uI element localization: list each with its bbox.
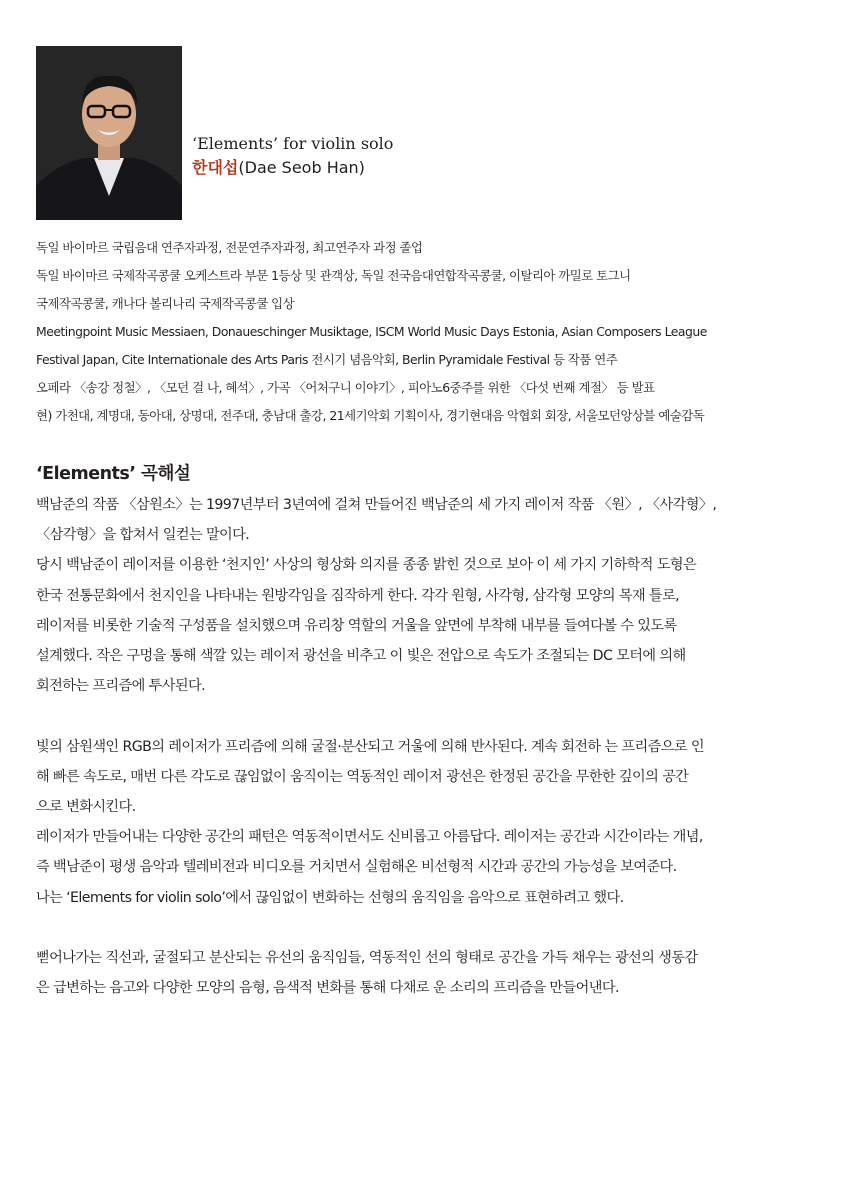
paragraph-2 bbox=[36, 732, 826, 913]
bio-line: 국제작곡콩쿨, 캐나다 볼리나리 국제작곡콩쿨 입상 bbox=[36, 296, 295, 311]
essay-line: 뻗어나가는 직선과, 굴절되고 분산되는 유선의 움직임들, 역동적인 선의 형태로 공간을 가득 채우는 광선의 생동감 bbox=[36, 950, 698, 967]
paragraph-1 bbox=[36, 490, 826, 701]
work-header bbox=[192, 132, 393, 180]
essay-line: 즉 백남준이 평생 음악과 텔레비전과 비디오를 거치면서 실험해온 비선형적 시간과 공간의 가능성을 보여준다. bbox=[36, 859, 677, 876]
essay-line: 으로 변화시킨다. bbox=[36, 799, 136, 816]
paragraph-spacer bbox=[36, 913, 826, 943]
portrait-illustration bbox=[36, 46, 182, 220]
composer-name-korean: 한대섭 bbox=[192, 158, 239, 177]
essay-line: 백남준의 작품 〈삼원소〉는 1997년부터 3년여에 걸쳐 만들어진 백남준의 세 가지 레이저 작품 〈원〉, 〈사각형〉, bbox=[36, 497, 717, 513]
essay-line: 레이저가 만들어내는 다양한 공간의 패턴은 역동적이면서도 신비롭고 아름답다. 레이저는 공간과 시간이라는 개념, bbox=[36, 829, 703, 846]
bio-line: 독일 바이마르 국립음대 연주자과정, 전문연주자과정, 최고연주자 과정 졸업 bbox=[36, 240, 423, 255]
bio-line: 오페라 〈송강 정철〉, 〈모던 걸 나, 혜석〉, 가곡 〈어처구니 이야기〉, 피아노6중주를 위한 〈다섯 번째 계절〉 등 발표 bbox=[36, 380, 655, 395]
essay-line: 한국 전통문화에서 천지인을 나타내는 원방각임을 짐작하게 한다. 각각 원형, 사각형, 삼각형 모양의 목재 틀로, bbox=[36, 587, 680, 604]
section-heading: ‘Elements’ 곡해설 bbox=[36, 464, 191, 484]
paragraph-3 bbox=[36, 943, 826, 1003]
essay-line: 회전하는 프리즘에 투사된다. bbox=[36, 678, 205, 695]
program-notes bbox=[36, 490, 826, 1003]
essay-line: 나는 ‘Elements for violin solo’에서 끊임없이 변화하는 선형의 움직임을 음악으로 표현하려고 했다. bbox=[36, 889, 624, 906]
essay-line: 당시 백남준이 레이저를 이용한 ‘천지인’ 사상의 형상화 의지를 종종 밝힌 것으로 보아 이 세 가지 기하학적 도형은 bbox=[36, 557, 697, 574]
bio-line: Meetingpoint Music Messiaen, Donaueschinger Musiktage, ISCM World Music Days Estonia, Asian Composers League bbox=[36, 324, 707, 339]
essay-line: 빛의 삼원색인 RGB의 레이저가 프리즘에 의해 굴절·분산되고 거울에 의해 반사된다. 계속 회전하 는 프리즘으로 인 bbox=[36, 738, 704, 755]
bio-line: 현) 가천대, 계명대, 동아대, 상명대, 전주대, 충남대 출강, 21세기악회 기획이사, 경기현대음 악협회 회장, 서울모던앙상블 예술감독 bbox=[36, 408, 705, 423]
essay-line: 〈삼각형〉을 합쳐서 일컫는 말이다. bbox=[36, 527, 250, 544]
composer-photo bbox=[36, 46, 182, 220]
essay-line: 설계했다. 작은 구멍을 통해 색깔 있는 레이저 광선을 비추고 이 빛은 전압으로 속도가 조절되는 DC 모터에 의해 bbox=[36, 648, 686, 665]
essay-line: 해 빠른 속도로, 매번 다른 각도로 끊임없이 움직이는 역동적인 레이저 광선은 한정된 공간을 무한한 깊이의 공간 bbox=[36, 768, 689, 785]
composer-name-english: (Dae Seob Han) bbox=[238, 158, 365, 177]
essay-line: 은 급변하는 음고와 다양한 모양의 음형, 음색적 변화를 통해 다채로 운 소리의 프리즘을 만들어낸다. bbox=[36, 980, 619, 997]
work-title: ‘Elements’ for violin solo bbox=[192, 134, 394, 153]
composer-name bbox=[192, 156, 393, 180]
composer-biography bbox=[36, 234, 836, 430]
bio-line: 독일 바이마르 국제작곡콩쿨 오케스트라 부문 1등상 및 관객상, 독일 전국음대연합작곡콩쿨, 이탈리아 까밀로 토그니 bbox=[36, 268, 631, 283]
bio-line: Festival Japan, Cite Internationale des Arts Paris 전시기 념음악회, Berlin Pyramidale Festival 등 작품 연주 bbox=[36, 352, 618, 367]
paragraph-spacer bbox=[36, 701, 826, 731]
essay-line: 레이저를 비롯한 기술적 구성품을 설치했으며 유리창 역할의 거울을 앞면에 부착해 내부를 들여다볼 수 있도록 bbox=[36, 617, 677, 634]
